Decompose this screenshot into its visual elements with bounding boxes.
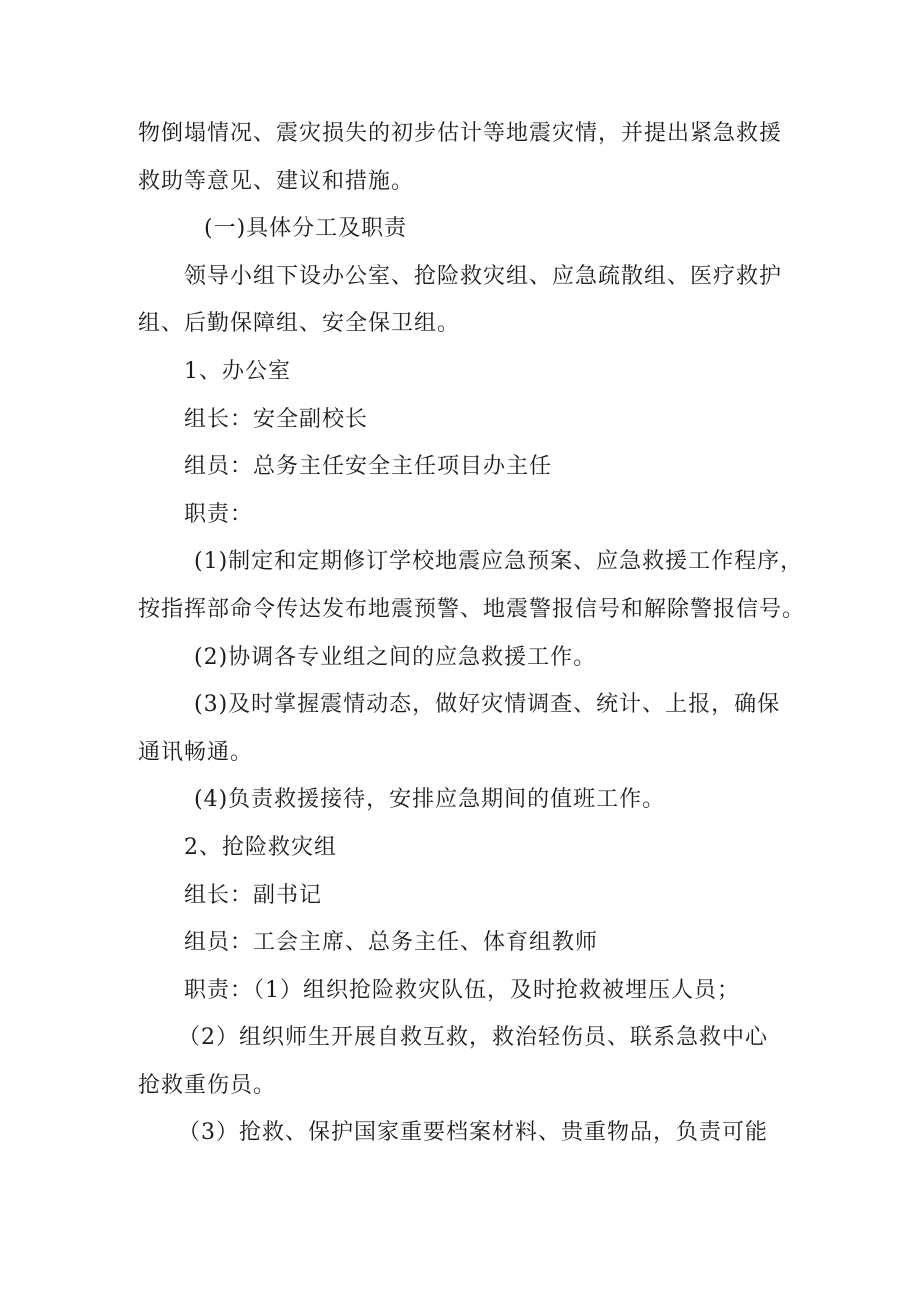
paragraph-line: 抢救重伤员。 [138,1072,277,1098]
list-item: 职责：（1）组织抢险救灾队伍，及时抢救被埋压人员； [184,977,740,1003]
paragraph-line: 组员：工会主席、总务主任、体育组教师 [184,930,599,956]
paragraph-line: 组长：副书记 [184,882,323,908]
subsection-heading: 2、抢险救灾组 [184,834,337,860]
paragraph-line: 组、后勤保障组、安全保卫组。 [138,311,461,337]
list-item: (1)制定和定期修订学校地震应急预案、应急救援工作程序， [194,549,804,575]
paragraph-line: 按指挥部命令传达发布地震预警、地震警报信号和解除警报信号。 [138,596,806,622]
list-item: (3)及时掌握震情动态，做好灾情调查、统计、上报，确保 [194,692,781,718]
list-item: （2）组织师生开展自救互救，救治轻伤员、联系急救中心 [178,1025,768,1051]
paragraph-line: 物倒塌情况、震灾损失的初步估计等地震灾情，并提出紧急救援 [138,121,783,146]
paragraph-line: 领导小组下设办公室、抢险救灾组、应急疏散组、医疗救护 [184,263,783,289]
paragraph-line: 组员：总务主任安全主任项目办主任 [184,454,553,480]
paragraph-line: 救助等意见、建议和措施。 [138,168,415,194]
subsection-heading: 1、办公室 [184,358,291,384]
list-item: (4)负责救援接待，安排应急期间的值班工作。 [194,787,666,813]
paragraph-line: 通讯畅通。 [138,739,254,765]
list-item: （3）抢救、保护国家重要档案材料、贵重物品，负责可能 [178,1120,768,1146]
section-heading: (一)具体分工及职责 [204,216,408,242]
paragraph-line: 组长：安全副校长 [184,406,369,432]
list-item: (2)协调各专业组之间的应急救援工作。 [194,644,597,670]
paragraph-line: 职责： [184,501,254,527]
document-body [138,110,806,1157]
